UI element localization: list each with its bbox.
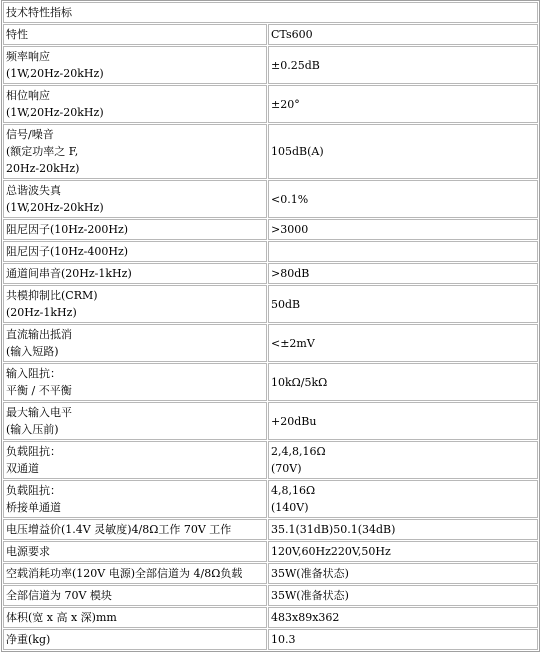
spec-label-cell xyxy=(3,263,267,284)
spec-label: 桥接单通道 xyxy=(6,501,61,514)
spec-label: (1W,20Hz-20kHz) xyxy=(6,201,104,214)
spec-value: 105dB(A) xyxy=(271,145,324,158)
spec-label-cell xyxy=(3,85,267,123)
spec-value-cell xyxy=(268,629,538,650)
spec-label-cell xyxy=(3,480,267,518)
spec-value: >80dB xyxy=(271,267,310,280)
spec-value: 120V,60Hz220V,50Hz xyxy=(271,545,391,558)
spec-label: 20Hz-20kHz) xyxy=(6,162,80,175)
spec-value-cell xyxy=(268,519,538,540)
header-row xyxy=(3,24,538,45)
spec-value-cell xyxy=(268,607,538,628)
spec-value-cell xyxy=(268,124,538,179)
spec-label: 阻尼因子(10Hz-200Hz) xyxy=(6,223,129,236)
spec-value-cell xyxy=(268,219,538,240)
spec-label-cell xyxy=(3,46,267,84)
spec-value: 2,4,8,16Ω xyxy=(271,445,326,458)
spec-label-cell xyxy=(3,563,267,584)
spec-value: 35W(准备状态) xyxy=(271,589,349,602)
spec-label-cell xyxy=(3,124,267,179)
spec-label-cell xyxy=(3,441,267,479)
spec-label-cell xyxy=(3,324,267,362)
spec-label-cell xyxy=(3,607,267,628)
spec-value-cell xyxy=(268,85,538,123)
table-row xyxy=(3,263,538,284)
header-feature: 特性 xyxy=(3,24,267,45)
spec-value: (70V) xyxy=(271,462,302,475)
spec-label: 电源要求 xyxy=(6,545,50,558)
spec-label: 通道间串音(20Hz-1kHz) xyxy=(6,267,132,280)
spec-label: 频率响应 xyxy=(6,50,50,63)
spec-label: 净重(kg) xyxy=(6,633,51,646)
spec-label: (输入压前) xyxy=(6,423,59,436)
spec-table xyxy=(1,0,540,652)
table-row xyxy=(3,85,538,123)
spec-label: 双通道 xyxy=(6,462,39,475)
spec-label: 输入阻抗： xyxy=(6,367,61,380)
table-row xyxy=(3,219,538,240)
spec-value: 35.1(31dB)50.1(34dB) xyxy=(271,523,396,536)
spec-value-cell xyxy=(268,541,538,562)
spec-value: +20dBu xyxy=(271,414,317,428)
spec-label: 直流输出抵消 xyxy=(6,328,72,341)
spec-label: 电压增益价(1.4V 灵敏度)4/8Ω工作 70V 工作 xyxy=(6,523,232,536)
spec-value-cell xyxy=(268,563,538,584)
spec-label: 体积(宽 x 高 x 深)mm xyxy=(6,611,117,624)
spec-label: 最大输入电平 xyxy=(6,406,72,419)
table-row xyxy=(3,363,538,401)
spec-value-cell xyxy=(268,46,538,84)
table-row xyxy=(3,241,538,262)
spec-value-cell xyxy=(268,285,538,323)
spec-label: 阻尼因子(10Hz-400Hz) xyxy=(6,245,129,258)
spec-label: 信号/噪音 xyxy=(6,128,54,141)
header-model: CTs600 xyxy=(268,24,538,45)
spec-value: 4,8,16Ω xyxy=(271,484,316,497)
spec-label-cell xyxy=(3,402,267,440)
spec-label: 共模抑制比(CRM) xyxy=(6,289,98,302)
table-row xyxy=(3,402,538,440)
spec-value-cell xyxy=(268,263,538,284)
spec-value: <0.1% xyxy=(271,192,309,206)
table-row xyxy=(3,519,538,540)
spec-label: 负载阻抗： xyxy=(6,484,61,497)
table-row xyxy=(3,441,538,479)
table-row xyxy=(3,46,538,84)
spec-value: 483x89x362 xyxy=(271,611,340,624)
spec-value-cell xyxy=(268,480,538,518)
spec-value-cell xyxy=(268,180,538,218)
table-row xyxy=(3,324,538,362)
spec-value-cell xyxy=(268,585,538,606)
spec-label: 总谐波失真 xyxy=(6,184,61,197)
spec-label: 相位响应 xyxy=(6,89,50,102)
spec-value: <±2mV xyxy=(271,336,315,350)
spec-value-cell xyxy=(268,441,538,479)
spec-value-cell xyxy=(268,402,538,440)
spec-label-cell xyxy=(3,629,267,650)
spec-value-cell xyxy=(268,363,538,401)
spec-label-cell xyxy=(3,180,267,218)
spec-value: (140V) xyxy=(271,501,309,514)
spec-value-cell xyxy=(268,241,538,262)
spec-label: 负载阻抗： xyxy=(6,445,61,458)
spec-value: 35W(准备状态) xyxy=(271,567,349,580)
spec-label-cell xyxy=(3,241,267,262)
table-row xyxy=(3,585,538,606)
spec-label: (1W,20Hz-20kHz) xyxy=(6,67,104,80)
spec-label: 空载消耗功率(120V 电源)全部信道为 4/8Ω负载 xyxy=(6,567,243,580)
spec-label-cell xyxy=(3,363,267,401)
spec-value: 10kΩ/5kΩ xyxy=(271,375,328,389)
spec-label-cell xyxy=(3,541,267,562)
title-row xyxy=(3,2,538,23)
spec-value: ±0.25dB xyxy=(271,58,320,72)
table-row xyxy=(3,541,538,562)
spec-value: >3000 xyxy=(271,223,309,236)
table-row xyxy=(3,480,538,518)
table-row xyxy=(3,563,538,584)
spec-value: ±20° xyxy=(271,97,300,111)
spec-label-cell xyxy=(3,219,267,240)
spec-label: 全部信道为 70V 模块 xyxy=(6,589,112,602)
spec-value-cell xyxy=(268,324,538,362)
spec-label: (20Hz-1kHz) xyxy=(6,306,77,319)
table-row xyxy=(3,180,538,218)
table-row xyxy=(3,607,538,628)
table-row xyxy=(3,124,538,179)
spec-label: (输入短路) xyxy=(6,345,59,358)
table-title: 技术特性指标 xyxy=(3,2,538,23)
spec-label-cell xyxy=(3,285,267,323)
spec-label: 平衡 / 不平衡 xyxy=(6,384,72,397)
spec-label: (额定功率之 F, xyxy=(6,145,79,158)
table-row xyxy=(3,629,538,650)
spec-label: (1W,20Hz-20kHz) xyxy=(6,106,104,119)
spec-label-cell xyxy=(3,519,267,540)
table-row xyxy=(3,285,538,323)
spec-value: 10.3 xyxy=(271,633,296,646)
spec-label-cell xyxy=(3,585,267,606)
spec-value: 50dB xyxy=(271,297,301,311)
